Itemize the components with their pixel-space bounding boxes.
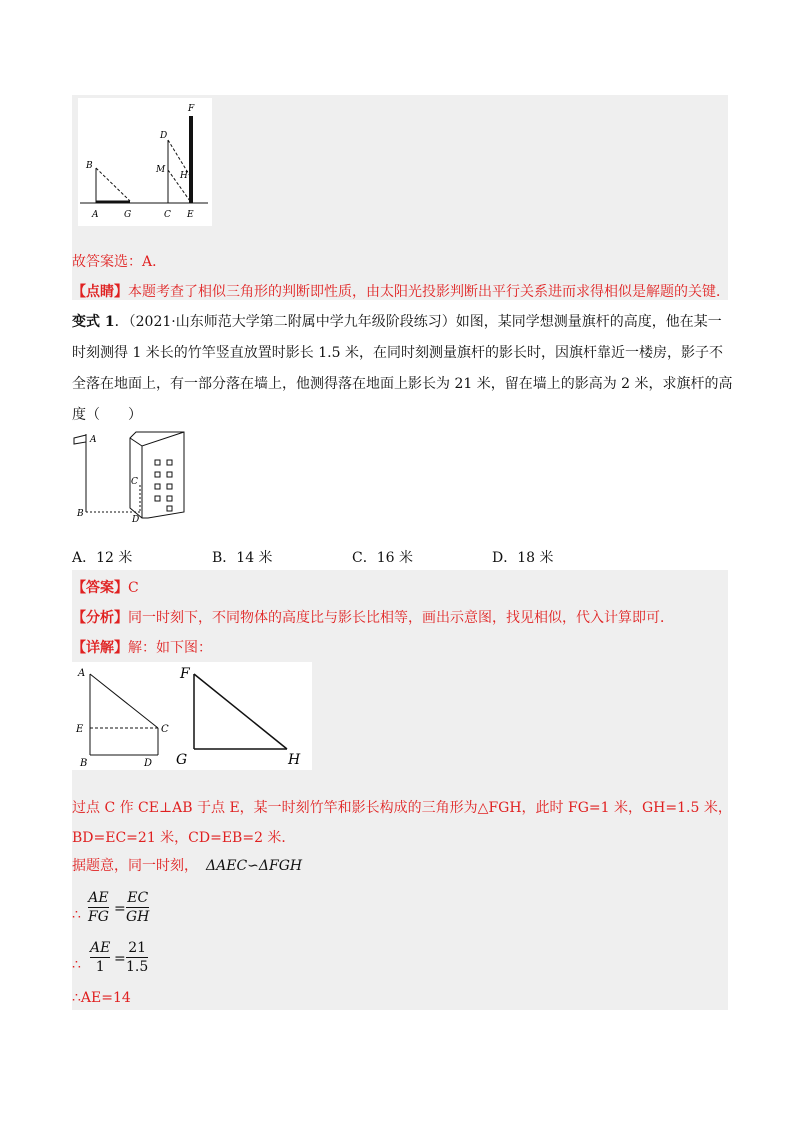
shadow-figure-svg <box>78 98 212 226</box>
label-a: A <box>92 210 99 220</box>
fraction-1-left <box>88 890 109 925</box>
label-b: B <box>80 758 88 769</box>
comment-tag: 【点睛】 <box>72 284 128 300</box>
frac1-bar-right <box>126 907 149 908</box>
answer-line: 故答案选：A． <box>72 254 167 270</box>
given-prefix: 据题意，同一时刻， <box>72 858 198 874</box>
label-c: C <box>131 477 138 487</box>
fraction-1-right <box>126 890 149 925</box>
variant-line-3: 全落在地面上，有一部分落在墙上，他测得落在地面上影长为 21 米，留在墙上的影高为 2 米，求旗杆的高 <box>72 376 733 392</box>
variant-line-2: 时刻测得 1 米长的竹竿竖直放置时影长 1.5 米，在同时刻测量旗杆的影长时，因旗杆靠近一楼房，影子不 <box>72 345 723 361</box>
label-g: G <box>124 210 132 220</box>
shadow-figure <box>78 98 212 226</box>
label-a: A <box>78 668 86 679</box>
label-d: D <box>160 131 168 141</box>
analysis-section <box>72 608 674 628</box>
frac1-eq: = <box>114 901 126 917</box>
variant-line-1 <box>72 312 722 332</box>
label-c: C <box>164 210 171 220</box>
label-f: F <box>180 666 190 682</box>
label-f: F <box>188 104 195 114</box>
answer-section <box>72 578 139 598</box>
comment-body: 本题考查了相似三角形的判断即性质，由太阳光投影判断出平行关系进而求得相似是解题的关键． <box>128 284 730 300</box>
label-d: D <box>144 758 153 769</box>
option-b[interactable]: B．14 米 <box>212 550 273 566</box>
therefore-2: ∴ <box>72 957 81 973</box>
frac2-den-left: 1 <box>95 959 105 975</box>
solution-line-2: BD=EC=21 米，CD=EB=2 米． <box>72 830 296 846</box>
detail-tag: 【详解】 <box>72 640 128 656</box>
option-a[interactable]: A．12 米 <box>72 550 133 566</box>
label-m: M <box>156 165 166 175</box>
variant-label: 变式 1 <box>72 314 115 330</box>
label-d: D <box>132 515 140 525</box>
answer-tag: 【答案】 <box>72 580 128 596</box>
fraction-2-right <box>126 940 148 975</box>
label-e: E <box>187 210 194 220</box>
frac1-bar-left <box>88 907 109 908</box>
solution-line-1: 过点 C 作 CE⊥AB 于点 E，某一时刻竹竿和影长构成的三角形为△FGH，此时 FG=1 米，GH=1.5 米， <box>72 800 732 816</box>
therefore-1: ∴ <box>72 907 81 923</box>
frac2-den-right: 1.5 <box>126 959 149 975</box>
flagpole-building-svg <box>72 430 202 525</box>
solution-background-bottom <box>72 570 728 1010</box>
frac1-num-right: EC <box>127 890 149 906</box>
analysis-body: 同一时刻下，不同物体的高度比与影长比相等，画出示意图，找见相似，代入计算即可． <box>128 610 674 626</box>
result-line: ∴AE=14 <box>72 990 131 1006</box>
frac1-den-left: FG <box>88 909 109 925</box>
frac2-num-right: 21 <box>128 940 147 956</box>
label-h: H <box>180 171 188 181</box>
label-b: B <box>77 509 84 519</box>
similar-expression: ΔAEC∽ΔFGH <box>206 858 303 874</box>
label-e: E <box>76 724 84 735</box>
frac1-den-right: GH <box>126 909 150 925</box>
variant-text-1: ．（2021·山东师范大学第二附属中学九年级阶段练习）如图，某同学想测量旗杆的高度，他在某一 <box>114 314 722 330</box>
analysis-tag: 【分析】 <box>72 610 128 626</box>
given-line <box>72 856 302 876</box>
label-a: A <box>90 435 97 445</box>
label-c: C <box>161 724 169 735</box>
triangles-figure <box>72 662 312 770</box>
option-c[interactable]: C．16 米 <box>352 550 413 566</box>
comment-line <box>72 282 730 302</box>
frac2-eq: = <box>114 951 126 967</box>
variant-line-4: 度（ ） <box>72 407 142 423</box>
detail-body: 解：如下图： <box>128 640 212 656</box>
frac2-bar-left <box>90 957 110 958</box>
frac2-bar-right <box>126 957 148 958</box>
label-b: B <box>86 161 93 171</box>
flagpole-building-figure <box>72 430 202 525</box>
option-d[interactable]: D．18 米 <box>492 550 554 566</box>
triangles-svg <box>72 662 312 770</box>
answer-value: C <box>128 580 139 596</box>
label-h: H <box>288 752 301 768</box>
label-g: G <box>176 752 188 768</box>
frac2-num-left: AE <box>90 940 111 956</box>
frac1-num-left: AE <box>88 890 109 906</box>
fraction-2-left <box>90 940 110 975</box>
detail-section <box>72 638 212 658</box>
